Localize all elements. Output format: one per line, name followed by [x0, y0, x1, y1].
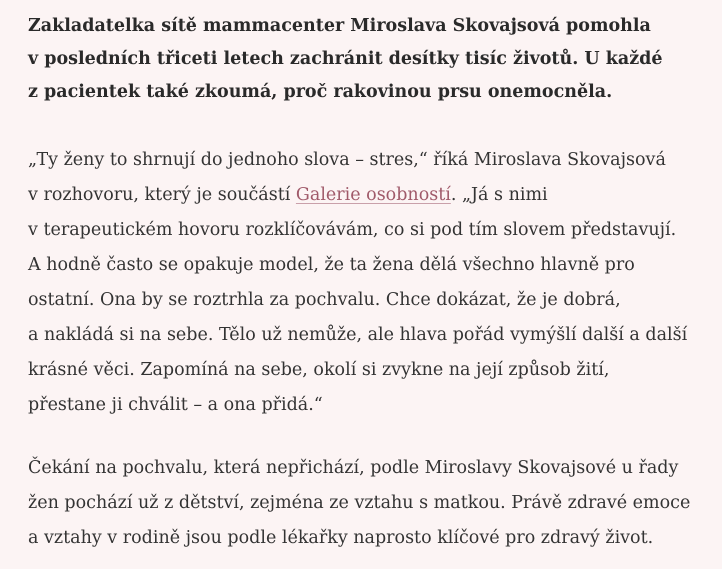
quote-paragraph: [28, 143, 718, 423]
paragraph-line: přestane ji chválit – a ona přidá.“: [28, 395, 323, 415]
paragraph-line: krásné věci. Zapomíná na sebe, okolí si zvykne na její způsob žití,: [28, 360, 610, 380]
paragraph-line: žen pochází už z dětství, zejména ze vztahu s matkou. Právě zdravé emoce: [28, 493, 691, 513]
perex-line: v posledních třiceti letech zachránit desítky tisíc životů. U každé: [28, 49, 663, 69]
paragraph-line: a vztahy v rodině jsou podle lékařky naprosto klíčové pro zdravý život.: [28, 528, 654, 548]
article-perex: [28, 10, 718, 109]
paragraph-line: „Ty ženy to shrnují do jednoho slova – stres,“ říká Miroslava Skovajsová: [28, 150, 666, 170]
body-paragraph: [28, 451, 718, 556]
paragraph-line: A hodně často se opakuje model, že ta žena dělá všechno hlavně pro: [28, 255, 635, 275]
perex-line: Zakladatelka sítě mammacenter Miroslava Skovajsová pomohla: [28, 16, 651, 36]
paragraph-line: a nakládá si na sebe. Tělo už nemůže, ale hlava pořád vymýšlí další a další: [28, 325, 688, 345]
paragraph-line-with-link: [28, 178, 718, 213]
paragraph-line: Čekání na pochvalu, která nepřichází, podle Miroslavy Skovajsové u řady: [28, 458, 679, 478]
paragraph-text: v rozhovoru, který je součástí: [28, 185, 296, 205]
perex-line: z pacientek také zkoumá, proč rakovinou prsu onemocněla.: [28, 82, 613, 102]
paragraph-text: . „Já s nimi: [450, 185, 548, 205]
paragraph-line: ostatní. Ona by se roztrhla za pochvalu. Chce dokázat, že je dobrá,: [28, 290, 621, 310]
galerie-osobnosti-link[interactable]: Galerie osobností: [295, 185, 451, 205]
paragraph-line: v terapeutickém hovoru rozklíčovávám, co si pod tím slovem představují.: [28, 220, 677, 240]
